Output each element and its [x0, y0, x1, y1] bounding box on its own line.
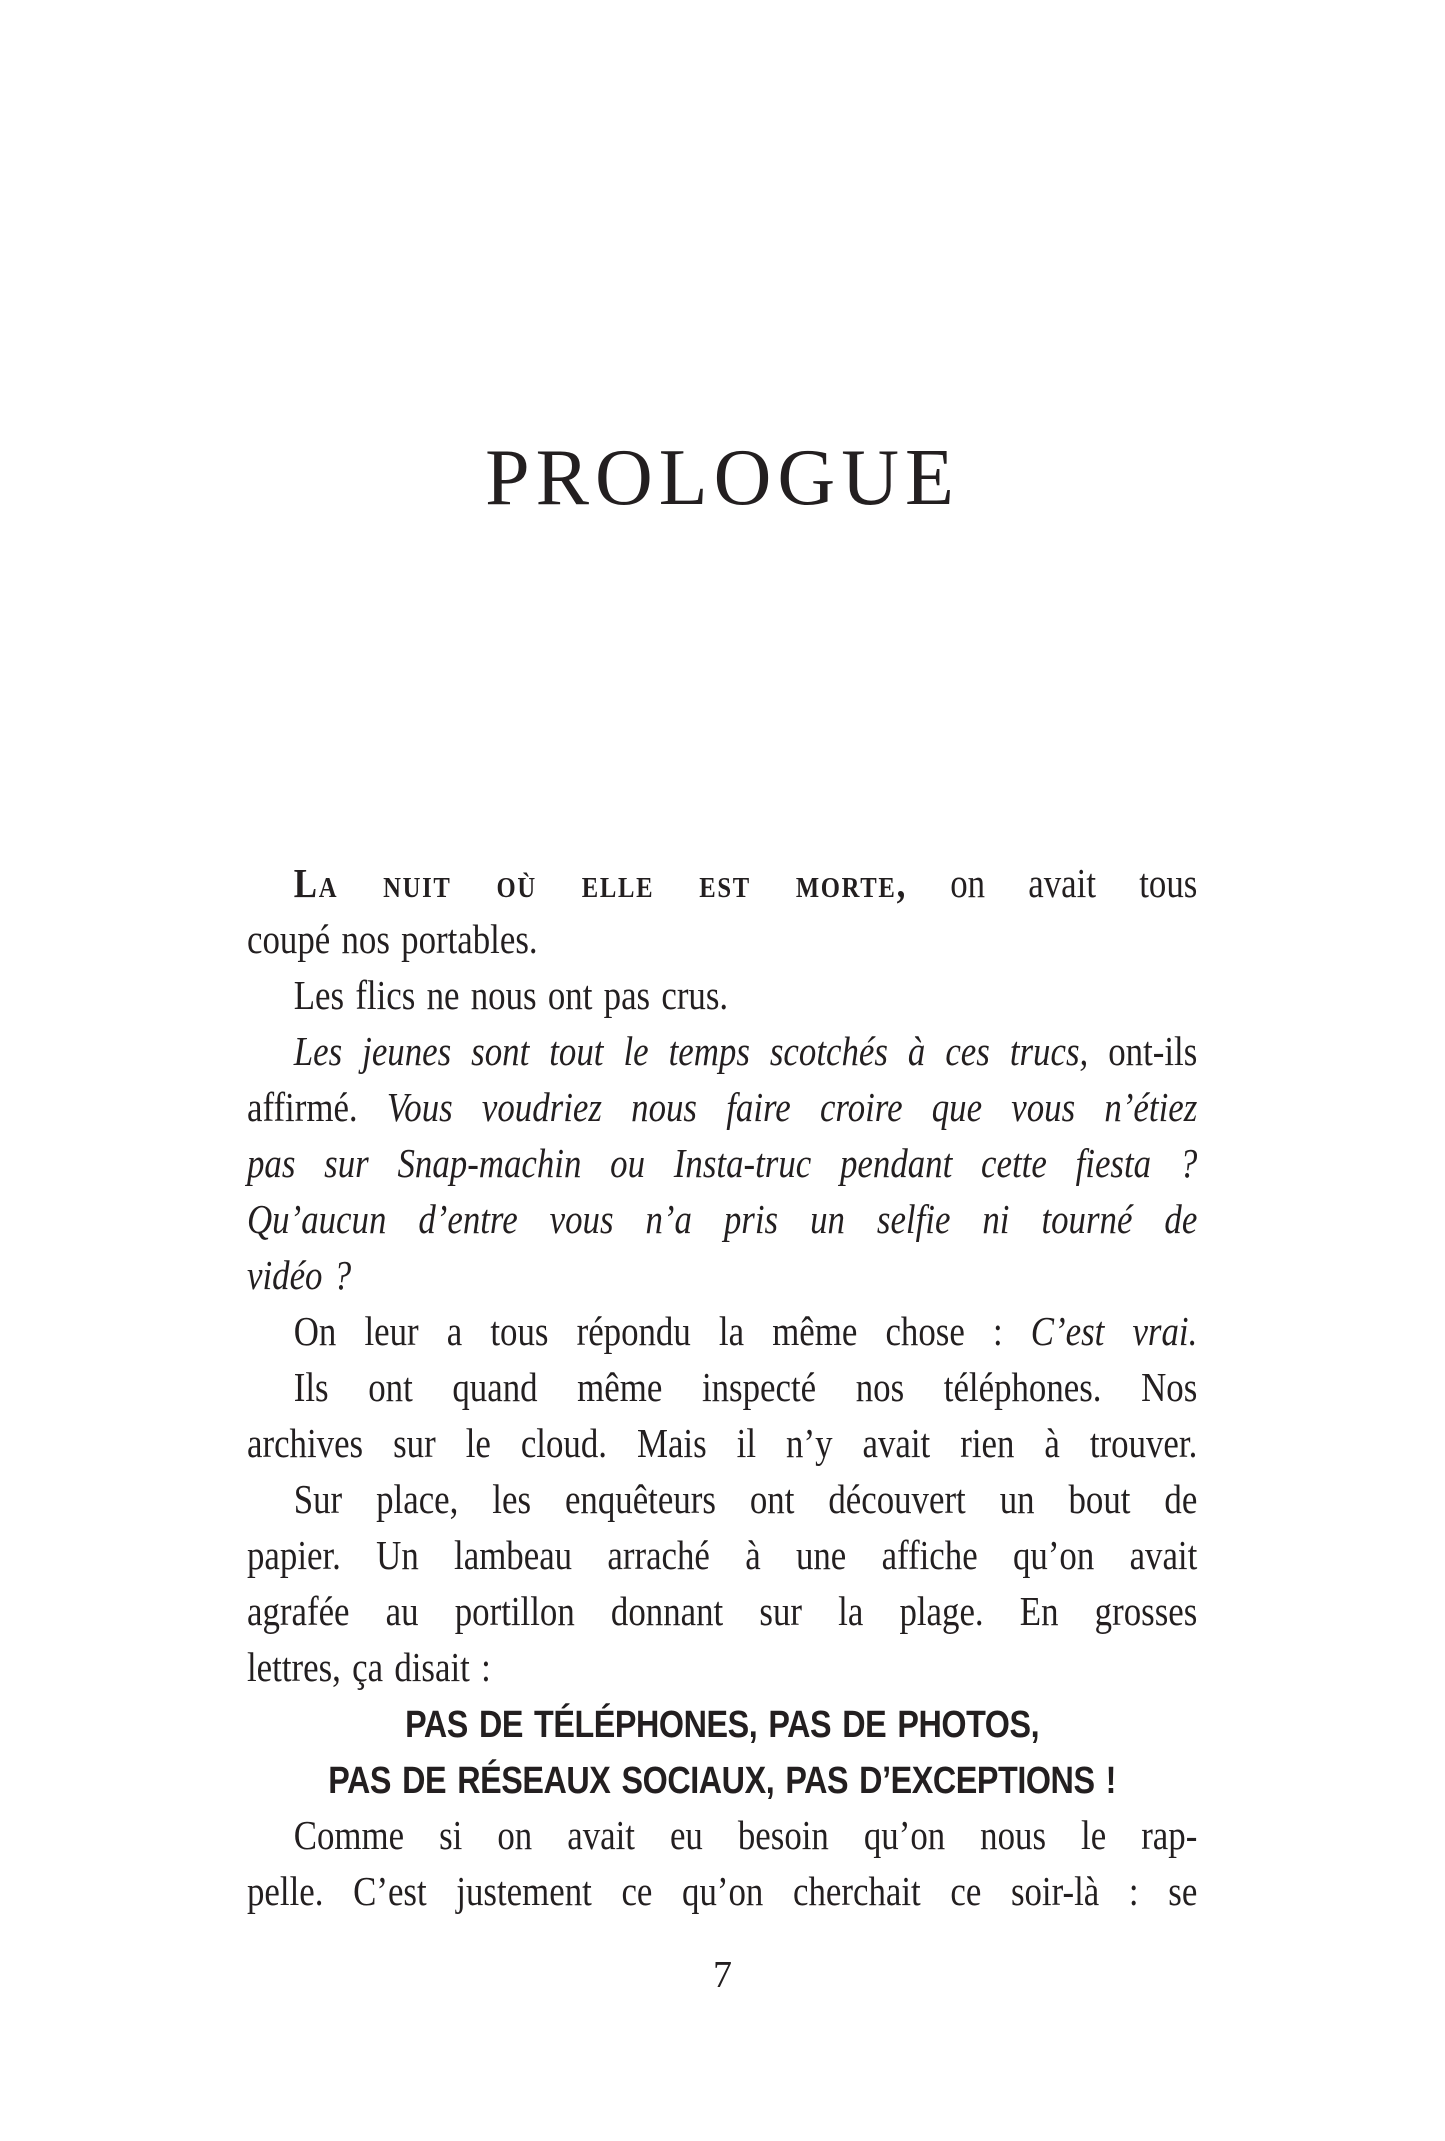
text-line — [247, 1471, 1197, 1527]
poster-text: PAS DE RÉSEAUX SOCIAUX, PAS D’EXCEPTIONS ! — [328, 1760, 1117, 1802]
text-line — [247, 1023, 1197, 1079]
text-line — [247, 1639, 1197, 1695]
body-text-segment: agrafée au portillon donnant sur la plage. En grosses — [247, 1588, 1198, 1634]
body-text-segment: Comme si on avait eu besoin qu’on nous le rap- — [293, 1812, 1198, 1858]
lead-in-phrase: La nuit où elle est morte, — [293, 860, 907, 906]
body-text-segment: archives sur le cloud. Mais il n’y avait rien à trouver. — [247, 1420, 1198, 1466]
text-line — [247, 1415, 1197, 1471]
text-line — [247, 1863, 1197, 1919]
text-line — [247, 1583, 1197, 1639]
poster-text: PAS DE TÉLÉPHONES, PAS DE PHOTOS, — [405, 1704, 1040, 1746]
italic-text: Vous voudriez nous faire croire que vous n’étiez — [386, 1084, 1198, 1130]
text-line — [247, 1695, 1197, 1751]
poster-paragraph — [247, 1695, 1197, 1807]
body-text-segment: lettres, ça disait : — [247, 1644, 491, 1690]
body-text-segment: coupé nos portables. — [247, 916, 538, 962]
text-line — [247, 1135, 1197, 1191]
paragraph — [247, 1359, 1197, 1471]
text-line — [247, 967, 1197, 1023]
body-text-segment: Les flics ne nous ont pas crus. — [293, 972, 729, 1018]
body-text — [247, 855, 1197, 1919]
chapter-title: PROLOGUE — [485, 434, 960, 522]
text-line — [247, 1191, 1197, 1247]
italic-text: C’est vrai. — [1030, 1308, 1198, 1354]
text-line — [247, 1359, 1197, 1415]
text-line — [247, 855, 1197, 911]
paragraph — [247, 1471, 1197, 1695]
text-line — [247, 1079, 1197, 1135]
body-text-segment: pelle. C’est justement ce qu’on cherchait ce soir-là : se — [247, 1868, 1198, 1914]
body-text-segment: papier. Un lambeau arraché à une affiche qu’on avait — [247, 1532, 1198, 1578]
body-text-segment: On leur a tous répondu la même chose : — [293, 1308, 1031, 1354]
text-line — [247, 911, 1197, 967]
paragraph — [247, 1303, 1197, 1359]
paragraph — [247, 1807, 1197, 1919]
italic-text: Qu’aucun d’entre vous n’a pris un selfie ni tourné de — [247, 1196, 1198, 1242]
paragraph — [247, 1023, 1197, 1303]
body-text-segment: Sur place, les enquêteurs ont découvert un bout de — [293, 1476, 1198, 1522]
body-text-segment: affirmé. — [247, 1084, 387, 1130]
text-line — [247, 1527, 1197, 1583]
italic-text: pas sur Snap-machin ou Insta-truc pendant cette fiesta ? — [247, 1140, 1198, 1186]
italic-text: Les jeunes sont tout le temps scotchés à ces trucs, — [293, 1028, 1089, 1074]
text-line — [247, 1303, 1197, 1359]
text-line — [247, 1751, 1197, 1807]
body-text-segment: Ils ont quand même inspecté nos téléphones. Nos — [293, 1364, 1198, 1410]
text-line — [247, 1247, 1197, 1303]
body-text-segment: on avait tous — [906, 860, 1198, 906]
page-number: 7 — [713, 1954, 732, 1996]
paragraph — [247, 855, 1197, 967]
paragraph — [247, 967, 1197, 1023]
text-line — [247, 1807, 1197, 1863]
italic-text: vidéo ? — [247, 1252, 352, 1298]
body-text-segment: ont-ils — [1088, 1028, 1198, 1074]
